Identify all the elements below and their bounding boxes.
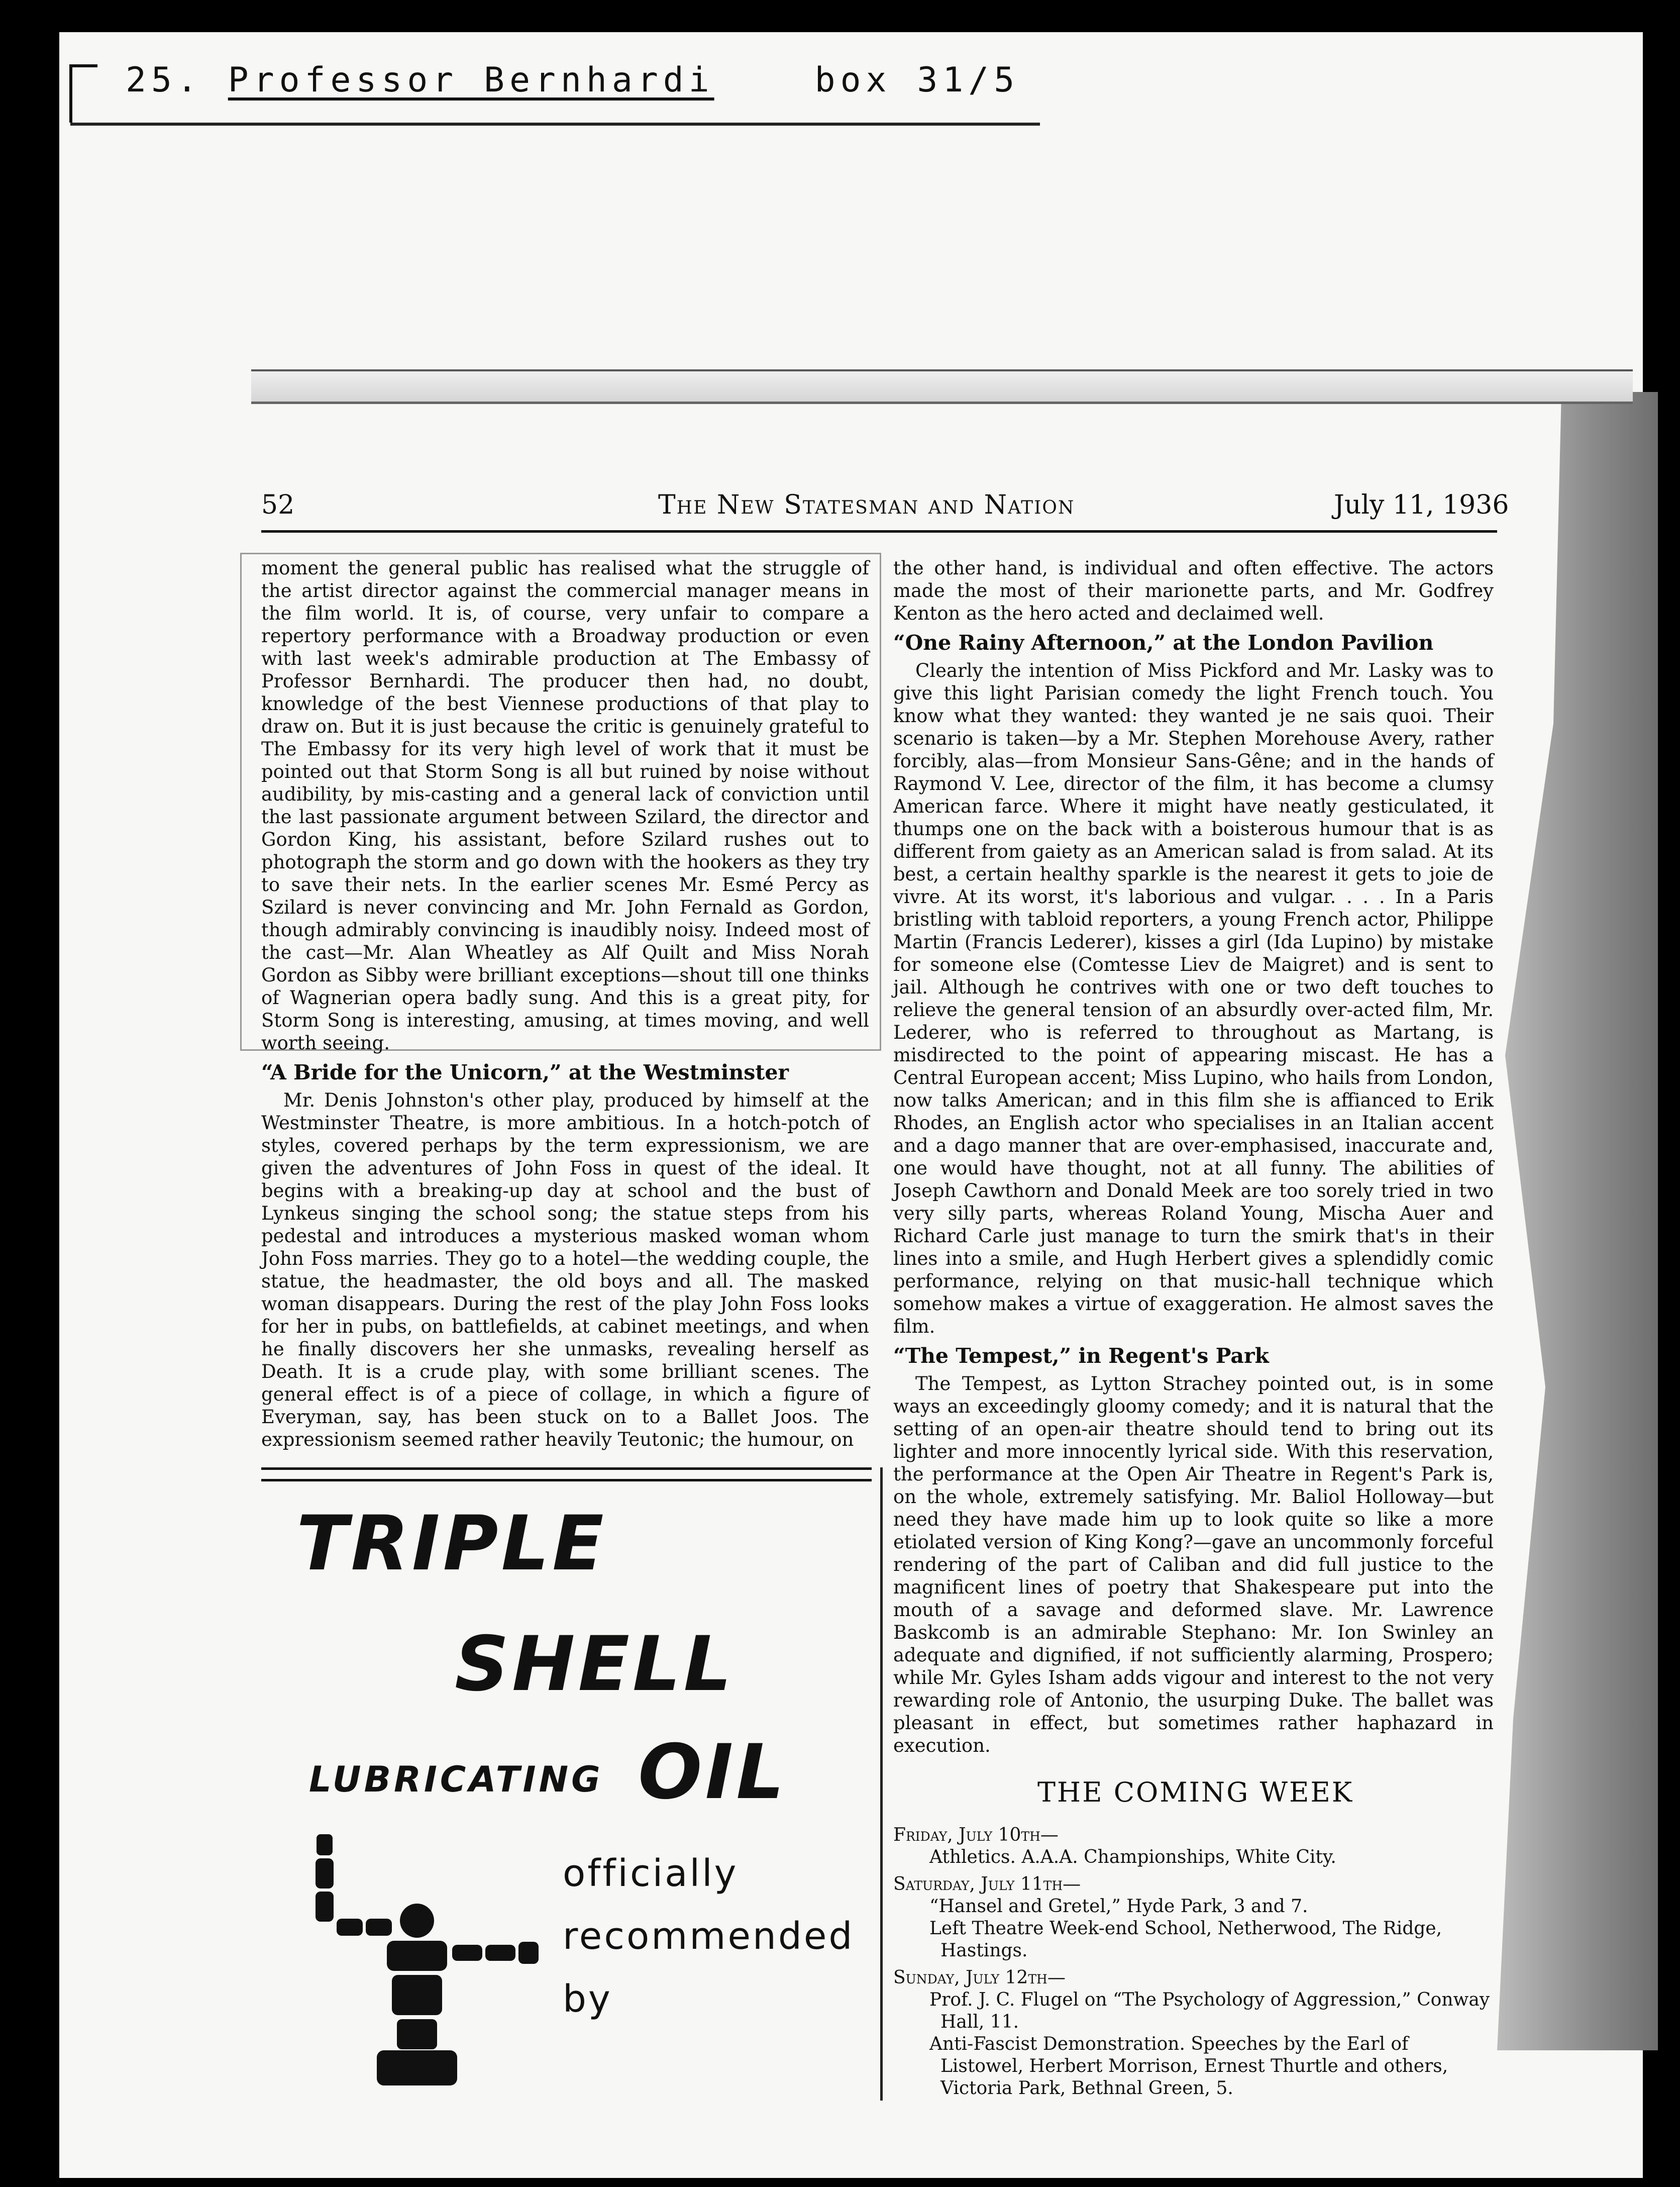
advert-triple: TRIPLE bbox=[296, 1500, 607, 1587]
label-number: 25. bbox=[126, 60, 202, 100]
advert-lubricating: LUBRICATING bbox=[309, 1759, 603, 1800]
heading-bride-for-the-unicorn: “A Bride for the Unicorn,” at the Westminster bbox=[261, 1060, 789, 1084]
advert-by: by bbox=[563, 1977, 612, 2021]
wooden-figure-icon bbox=[301, 1834, 563, 2085]
advert-shell: SHELL bbox=[455, 1621, 735, 1708]
column-rule bbox=[880, 1467, 883, 2101]
header-rule bbox=[261, 530, 1497, 533]
review-continued-text: the other hand, is individual and often effective. The actors made the most of their marionette parts, and Mr. Godfrey Kenton as the hero acted and declaimed well. bbox=[893, 557, 1494, 624]
label-box: box 31/5 bbox=[814, 60, 1020, 100]
review-storm-song-text: moment the general public has realised what the struggle of the artist director against the commercial manager means in the film world. It is, of course, very unfair to compare a repertory performance with a Broadway production or even with last week's admirable production at The Embassy of Professor Bernhardi. The producer then had, no doubt, knowledge of the best Viennese productions of that play to draw on. But it is just because the critic is genuinely grateful to The Embassy for its very high level of work that it must be pointed out that Storm Song is all but ruined by noise without audibility, by mis-casting and a general lack of conviction until the last passionate argument between Szilard, the director and Gordon King, his assistant, before Szilard rushes out to photograph the storm and go down with the hookers as they try to save their nets. In the earlier scenes Mr. Esmé Percy as Szilard is never convincing and Mr. John Fernald as Gordon, though admirably convincing is inaudibly noisy. Indeed most of the cast—Mr. Alan Wheatley as Alf Quilt and Miss Norah Gordon as Sibby were brilliant exceptions—shout till one thinks of Wagnerian opera badly sung. And this is a great pity, for Storm Song is interesting, amusing, at times moving, and well worth seeing. bbox=[261, 557, 869, 1054]
left-column bbox=[261, 557, 869, 1456]
review-tempest-text: The Tempest, as Lytton Strachey pointed out, is in some ways an exceedingly gloomy comedy; and it is natural that the setting of an open-air theatre should tend to bring out its lighter and more innocently lyrical side. With this reservation, the performance at the Open Air Theatre in Regent's Park is, on the whole, extremely satisfying. Mr. Baliol Holloway—but need they have made him up to look quite so like a more etiolated version of King Kong?—gave an uncommonly forceful rendering of the part of Caliban and did full justice to the magnificent lines of poetry that Shakespeare put into the mouth of a savage and deformed slave. Mr. Lawrence Baskcomb is an admirable Stephano: Mr. Ion Swinley an adequate and dignified, if not sufficiently alarming, Prospero; while Mr. Gyles Isham adds vigour and interest to the not very rewarding role of Antonio, the usurping Duke. The ballet was pleasant in effect, but sometimes rather haphazard in execution. bbox=[893, 1373, 1494, 1756]
archive-label bbox=[126, 60, 1019, 100]
publication-title: The New Statesman and Nation bbox=[658, 490, 1075, 520]
day-friday: Friday, July 10th— bbox=[893, 1825, 1059, 1845]
review-rainy-afternoon-text: Clearly the intention of Miss Pickford and Mr. Lasky was to give this light Parisian comedy the light French touch. You know what they wanted: they wanted je ne sais quoi. Their scenario is taken—by a Mr. Stephen Morehouse Avery, rather forcibly, alas—from Monsieur Sans-Gêne; and in the hands of Raymond V. Lee, director of the film, it has become a clumsy American farce. Where it might have neatly gesticulated, it thumps one on the back with a boisterous humour that is as different from gaiety as an American salad is from salad. At its best, a certain healthy sparkle is the nearest it gets to joie de vivre. At its worst, it's laborious and vulgar. . . . In a Paris bristling with tabloid reporters, a young French actor, Philippe Martin (Francis Lederer), kisses a girl (Ida Lupino) by mistake for someone else (Comtesse Liev de Maigret) and is sent to jail. Although he contrives with one or two deft touches to relieve the general tension of an absurdly over-acted film, Mr. Lederer, who is referred to throughout as Martang, is misdirected to the point of appearing miscast. He has a Central European accent; Miss Lupino, who hails from London, now talks American; and in this film she is affianced to Erik Rhodes, an English actor who specialises in an Italian accent and a dago manner that are over-emphasised, inaccurate and, one would have thought, not at all funny. The abilities of Joseph Cawthorn and Donald Meek are too sorely tried in two very silly parts, whereas Roland Young, Mischa Auer and Richard Carle just manage to turn the smirk that's in their lines into a smile, and Hugh Herbert gives a splendidly comic performance, relying on that music-hall technique which somehow makes a virtue of exaggeration. He almost saves the film. bbox=[893, 660, 1494, 1337]
day-saturday: Saturday, July 11th— bbox=[893, 1874, 1081, 1895]
advert-recommended: recommended bbox=[563, 1915, 855, 1958]
label-title: Professor Bernhardi bbox=[228, 60, 714, 100]
advert-rule bbox=[261, 1467, 872, 1481]
review-bride-text: Mr. Denis Johnston's other play, produced by himself at the Westminster Theatre, is more ambitious. In a hotch-potch of styles, covered perhaps by the term expressionism, we are given the adventures of John Foss in quest of the ideal. It begins with a breaking-up day at school and the bust of Lynkeus singing the school song; the statue steps from his pedestal and introduces a mysterious masked woman whom John Foss marries. They go to a hotel—the wedding couple, the statue, the headmaster, the old boys and all. The masked woman disappears. During the rest of the play John Foss looks for her in pubs, on battlefields, at cabinet meetings, and when he finally discovers her she unmasks, revealing herself as Death. It is a crude play, with some brilliant scenes. The general effect is of a piece of collage, in which a figure of Everyman, say, has been stuck on to a Ballet Joos. The expressionism seemed rather heavily Teutonic; the humour, on bbox=[261, 1089, 869, 1450]
paper-fold bbox=[251, 369, 1633, 404]
event-item: Prof. J. C. Flugel on “The Psychology of Aggression,” Conway Hall, 11. bbox=[929, 1990, 1490, 2032]
advert-officially: officially bbox=[563, 1852, 739, 1895]
day-sunday: Sunday, July 12th— bbox=[893, 1967, 1066, 1988]
heading-one-rainy-afternoon: “One Rainy Afternoon,” at the London Pavilion bbox=[893, 631, 1434, 655]
heading-the-tempest: “The Tempest,” in Regent's Park bbox=[893, 1344, 1269, 1368]
event-item: Anti-Fascist Demonstration. Speeches by the Earl of Listowel, Herbert Morrison, Ernest Thurtle and others, Victoria Park, Bethnal Green, 5. bbox=[929, 2034, 1448, 2099]
right-column bbox=[893, 557, 1494, 1762]
advert-oil: OIL bbox=[638, 1729, 787, 1816]
label-rule bbox=[70, 123, 1040, 126]
page-number: 52 bbox=[261, 490, 295, 520]
issue-date: July 11, 1936 bbox=[1334, 490, 1509, 520]
event-item: “Hansel and Gretel,” Hyde Park, 3 and 7. bbox=[929, 1896, 1308, 1917]
coming-week-title: THE COMING WEEK bbox=[1037, 1776, 1354, 1808]
corner-bracket bbox=[69, 64, 97, 123]
event-item: Athletics. A.A.A. Championships, White City. bbox=[929, 1847, 1336, 1867]
coming-week-list bbox=[893, 1819, 1494, 2100]
event-item: Left Theatre Week-end School, Netherwood, The Ridge, Hastings. bbox=[929, 1918, 1442, 1961]
